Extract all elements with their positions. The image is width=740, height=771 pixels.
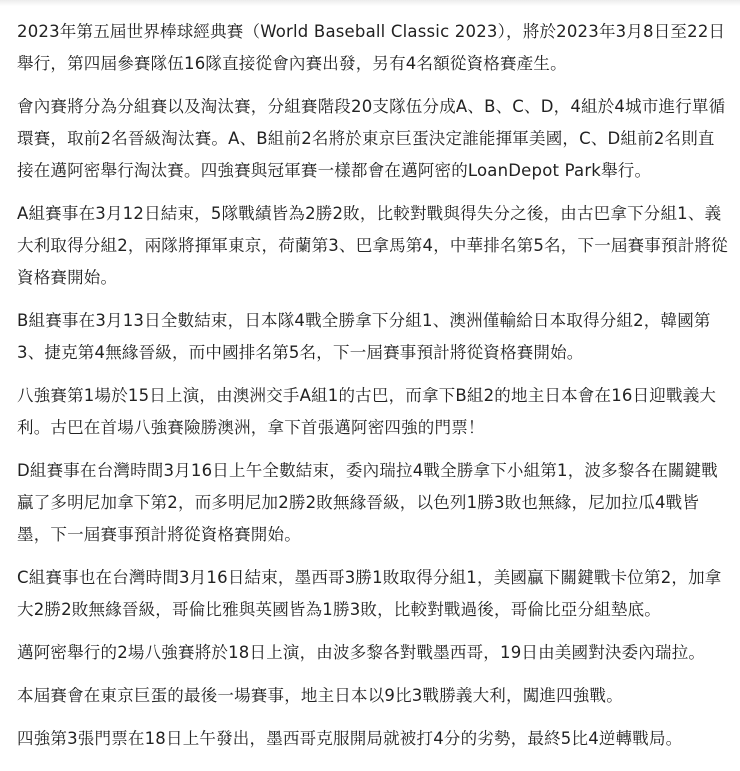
paragraph-intro: 2023年第五屆世界棒球經典賽（World Baseball Classic 2023），將於2023年3月8日至22日舉行，第四屆參賽隊伍16隊直接從會內賽出發，另有4名額從資格賽產生。 — [17, 22, 726, 73]
paragraph-semifinal-ticket-3: 四強第3張門票在18日上午發出，墨西哥克服開局就被打4分的劣勢，最終5比4逆轉戰局。 — [17, 729, 683, 748]
paragraph-tokyo-final-game: 本屆賽會在東京巨蛋的最後一場賽事，地主日本以9比3戰勝義大利，闖進四強戰。 — [17, 686, 623, 705]
paragraph-group-d: D組賽事在台灣時間3月16日上午全數結束，委內瑞拉4戰全勝拿下小組第1，波多黎各在關鍵戰贏了多明尼加拿下第2，而多明尼加2勝2敗無緣晉級，以色列1勝3敗也無緣，尼加拉瓜4戰皆墨，下一屆賽事預計將從資格賽開始。 — [17, 461, 718, 544]
paragraph-group-a: A組賽事在3月12日結束，5隊戰績皆為2勝2敗，比較對戰與得失分之後，由古巴拿下分組1、義大利取得分組2，兩隊將揮軍東京，荷蘭第3、巴拿馬第4，中華排名第5名，下一屆賽事預計將從資格賽開始。 — [17, 204, 728, 287]
paragraph-group-b: B組賽事在3月13日全數結束，日本隊4戰全勝拿下分組1、澳洲僅輸給日本取得分組2，韓國第3、捷克第4無緣晉級，而中國排名第5名，下一屆賽事預計將從資格賽開始。 — [17, 311, 711, 362]
paragraph-quarterfinal-1: 八強賽第1場於15日上演，由澳洲交手A組1的古巴，而拿下B組2的地主日本會在16日迎戰義大利。古巴在首場八強賽險勝澳洲，拿下首張邁阿密四強的門票！ — [17, 386, 717, 437]
article-body — [17, 16, 729, 766]
top-edge-shadow — [0, 0, 740, 6]
paragraph-format: 會內賽將分為分組賽以及淘汰賽，分組賽階段20支隊伍分成A、B、C、D，4組於4城市進行單循環賽，取前2名晉級淘汰賽。A、B組前2名將於東京巨蛋決定誰能揮軍美國，C、D組前2名則直接在邁阿密舉行淘汰賽。四強賽與冠軍賽一樣都會在邁阿密的LoanDepot Park舉行。 — [17, 97, 726, 180]
paragraph-group-c: C組賽事也在台灣時間3月16日結束，墨西哥3勝1敗取得分組1，美國贏下關鍵戰卡位第2，加拿大2勝2敗無緣晉級，哥倫比雅與英國皆為1勝3敗，比較對戰過後，哥倫比亞分組墊底。 — [17, 568, 722, 619]
paragraph-miami-quarterfinals: 邁阿密舉行的2場八強賽將於18日上演，由波多黎各對戰墨西哥，19日由美國對決委內瑞拉。 — [17, 643, 706, 662]
